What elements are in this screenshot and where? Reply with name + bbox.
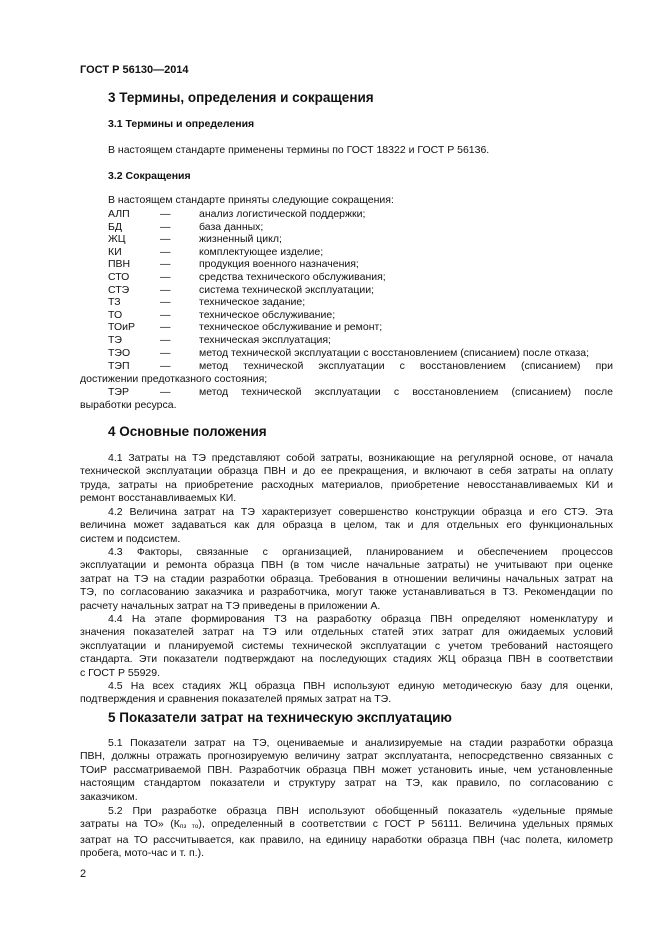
abbreviation-item xyxy=(108,208,613,221)
paragraph-line: затрат на ТЭ на стадии разработки образца. Требования в отношении величины начальных затрат на xyxy=(80,572,613,585)
abbreviation-dash: — xyxy=(160,308,171,321)
abbreviation-dash: — xyxy=(160,258,171,271)
paragraph-line: затрат на ТО рассчитывается, как правило, на единицу наработки образца ПВН (час полета, километр xyxy=(80,833,613,846)
paragraph-line: с ГОСТ Р 55929. xyxy=(80,666,161,679)
paragraph-line: пробега, мото-час и т. п.). xyxy=(80,847,204,860)
abbreviation-definition: система технической эксплуатации; xyxy=(199,283,375,296)
abbreviation-dash: — xyxy=(160,220,171,233)
paragraph-line: систем и подсистем. xyxy=(80,532,181,545)
abbreviation-key: КИ xyxy=(108,245,122,258)
paragraph-5-2: 5.2 При разработке образца ПВН используют обобщенный показатель «удельные прямые затраты на ТО» $(К_{пз то})$, определенный в соответствии с ГОСТ Р 56111. Величина удельных прямых затрат на ТО рассчитывается, как правило, на единицу наработки образца ПВН (час полета, километр пробега, мото-час и т. п.). xyxy=(80,805,613,860)
subsection-3-1-text: В настоящем стандарте применены термины по ГОСТ 18322 и ГОСТ Р 56136. xyxy=(108,144,490,156)
paragraph-4-5 xyxy=(80,680,613,707)
abbreviations-intro: В настоящем стандарте приняты следующие сокращения: xyxy=(108,194,394,206)
paragraph-4-4 xyxy=(80,613,613,680)
abbreviation-definition: средства технического обслуживания; xyxy=(199,271,386,283)
abbreviation-dash: — xyxy=(160,296,171,309)
abbreviation-key: СТЭ xyxy=(108,283,130,296)
paragraph-line: ремонт восстанавливаемых КИ. xyxy=(80,492,237,505)
paragraph-line: 4.2 Величина затрат на ТЭ характеризует совершенство конструкции образца и его СТЭ. Эта xyxy=(108,506,613,518)
abbreviation-item xyxy=(108,258,613,271)
abbreviation-definition: техническое задание; xyxy=(199,296,306,309)
section-3-title: 3 Термины, определения и сокращения xyxy=(108,90,374,105)
page-number: 2 xyxy=(80,868,87,880)
abbreviation-key: ТОиР xyxy=(108,321,135,334)
abbreviation-key: СТО xyxy=(108,271,130,283)
abbreviation-definition: техническое обслуживание и ремонт; xyxy=(199,321,383,334)
abbreviation-dash: — xyxy=(160,208,171,220)
abbreviation-dash: — xyxy=(160,233,171,246)
paragraph-line: значения показателей затрат на ТЭ или отдельных статей этих затрат для ожидаемых условий xyxy=(80,626,613,639)
abbreviation-key: ТО xyxy=(108,308,123,321)
section-4-title: 4 Основные положения xyxy=(108,424,267,439)
paragraph-line: труда, затраты на приобретение расходных материалов, приобретение невосстанавливаемых КИ и xyxy=(80,478,613,491)
paragraph-line: ПВН, должны отражать прогнозируемую величину затрат эксплуатанта, непосредственно связанных с xyxy=(80,750,613,763)
abbreviation-definition: комплектующее изделие; xyxy=(199,245,324,258)
abbreviation-dash: — xyxy=(160,283,171,296)
abbreviation-item xyxy=(108,246,613,259)
abbreviation-item xyxy=(108,271,613,284)
abbreviation-tep: ТЭП — метод технической эксплуатации с восстановлением (списанием) при достижении предотказного состояния; xyxy=(80,360,613,385)
abbreviation-item xyxy=(108,233,613,246)
abbreviation-dash: — xyxy=(160,321,171,334)
abbreviation-dash: — xyxy=(160,334,171,346)
abbreviation-definition: продукция военного назначения; xyxy=(199,258,359,271)
paragraph-line: технической эксплуатации образца ПВН и до ее прекращения, и включают в себя затраты на оплату xyxy=(80,465,613,478)
abbreviation-ter: ТЭР — метод технической эксплуатации с восстановлением (списанием) после выработки ресурса. xyxy=(80,386,613,411)
paragraph-line: расчету начальных затрат на ТЭ приведены в приложении А. xyxy=(80,599,381,612)
paragraph-line: 4.3 Факторы, связанные с организацией, планированием и обеспечением процессов xyxy=(108,546,613,558)
abbreviation-definition: жизненный цикл; xyxy=(199,233,282,246)
paragraph-line: ТЭ, по согласованию заказчика и разработчика, могут также устанавливаться в ТЗ. Рекомендации по xyxy=(80,586,613,599)
paragraph-line: стандарта. Эти показатели подтверждают на последующих стадиях ЖЦ образца ПВН в соответствии xyxy=(80,653,613,666)
paragraph-line: 5.1 Показатели затрат на ТЭ, оцениваемые и анализируемые на стадии разработки образца xyxy=(108,737,613,749)
standard-header: ГОСТ Р 56130—2014 xyxy=(80,64,189,76)
paragraph-4-3 xyxy=(80,546,613,613)
abbreviation-dash: — xyxy=(160,245,171,258)
abbreviation-dash: — xyxy=(160,346,171,359)
abbreviation-key: ТЗ xyxy=(108,296,121,309)
abbreviation-key: ТЭ xyxy=(108,334,122,346)
paragraph-line: настоящим стандартом показатели и структуру затрат на ТЭ, как правило, по согласованию с xyxy=(80,777,613,790)
abbreviation-key: ПВН xyxy=(108,258,131,271)
abbreviation-definition: метод технической эксплуатации с восстановлением (списанием) после отказа; xyxy=(199,346,590,359)
paragraph-line: ТОиР рассматриваемой ПВН. Разработчик образца ПВН может установить иные, чем установленные xyxy=(80,763,613,776)
paragraph-line: эксплуатации и планируемой системы технической эксплуатации с учетом требований настоящего xyxy=(80,639,613,652)
paragraph-line: эксплуатации и ремонта образца ПВН (в том числе начальные затраты) не учитывают при оценке xyxy=(80,559,613,572)
paragraph-5-1 xyxy=(80,737,613,804)
abbreviation-item xyxy=(108,284,613,297)
subsection-3-1-title: 3.1 Термины и определения xyxy=(108,118,255,130)
abbreviation-definition: техническое обслуживание; xyxy=(199,308,336,321)
abbreviation-key: БД xyxy=(108,220,123,233)
abbreviation-key: ЖЦ xyxy=(108,233,126,246)
abbreviation-definition: анализ логистической поддержки; xyxy=(199,208,366,220)
section-5-title: 5 Показатели затрат на техническую эксплуатацию xyxy=(108,710,452,725)
paragraph-4-1 xyxy=(80,452,613,506)
abbreviation-item xyxy=(108,347,613,360)
abbreviation-item xyxy=(108,221,613,234)
paragraph-line: заказчиком. xyxy=(80,790,138,803)
abbreviation-dash: — xyxy=(160,271,171,283)
paragraph-line: 4.1 Затраты на ТЭ представляют собой затраты, возникающие на регулярной основе, от начала xyxy=(108,452,613,464)
abbreviation-item xyxy=(108,321,613,334)
paragraph-line: 4.4 На этапе формирования ТЗ на разработку образца ПВН определяют номенклатуру и xyxy=(108,613,613,625)
abbreviation-item xyxy=(108,309,613,322)
subsection-3-2-title: 3.2 Сокращения xyxy=(108,170,191,182)
paragraph-line: величина может задаваться как для образца в целом, так и для отдельных его функциональных xyxy=(80,519,613,532)
paragraph-line: подтверждения и сравнения показателей прямых затрат на ТЭ. xyxy=(80,693,392,706)
paragraph-line: 4.5 На всех стадиях ЖЦ образца ПВН используют единую методическую базу для оценки, xyxy=(108,680,613,692)
abbreviation-key: АЛП xyxy=(108,208,130,220)
abbreviation-definition: техническая эксплуатация; xyxy=(199,334,331,346)
paragraph-4-2 xyxy=(80,506,613,546)
abbreviation-item xyxy=(108,296,613,309)
abbreviation-item xyxy=(108,334,613,347)
abbreviation-definition: база данных; xyxy=(199,220,264,233)
abbreviation-key: ТЭО xyxy=(108,346,131,359)
